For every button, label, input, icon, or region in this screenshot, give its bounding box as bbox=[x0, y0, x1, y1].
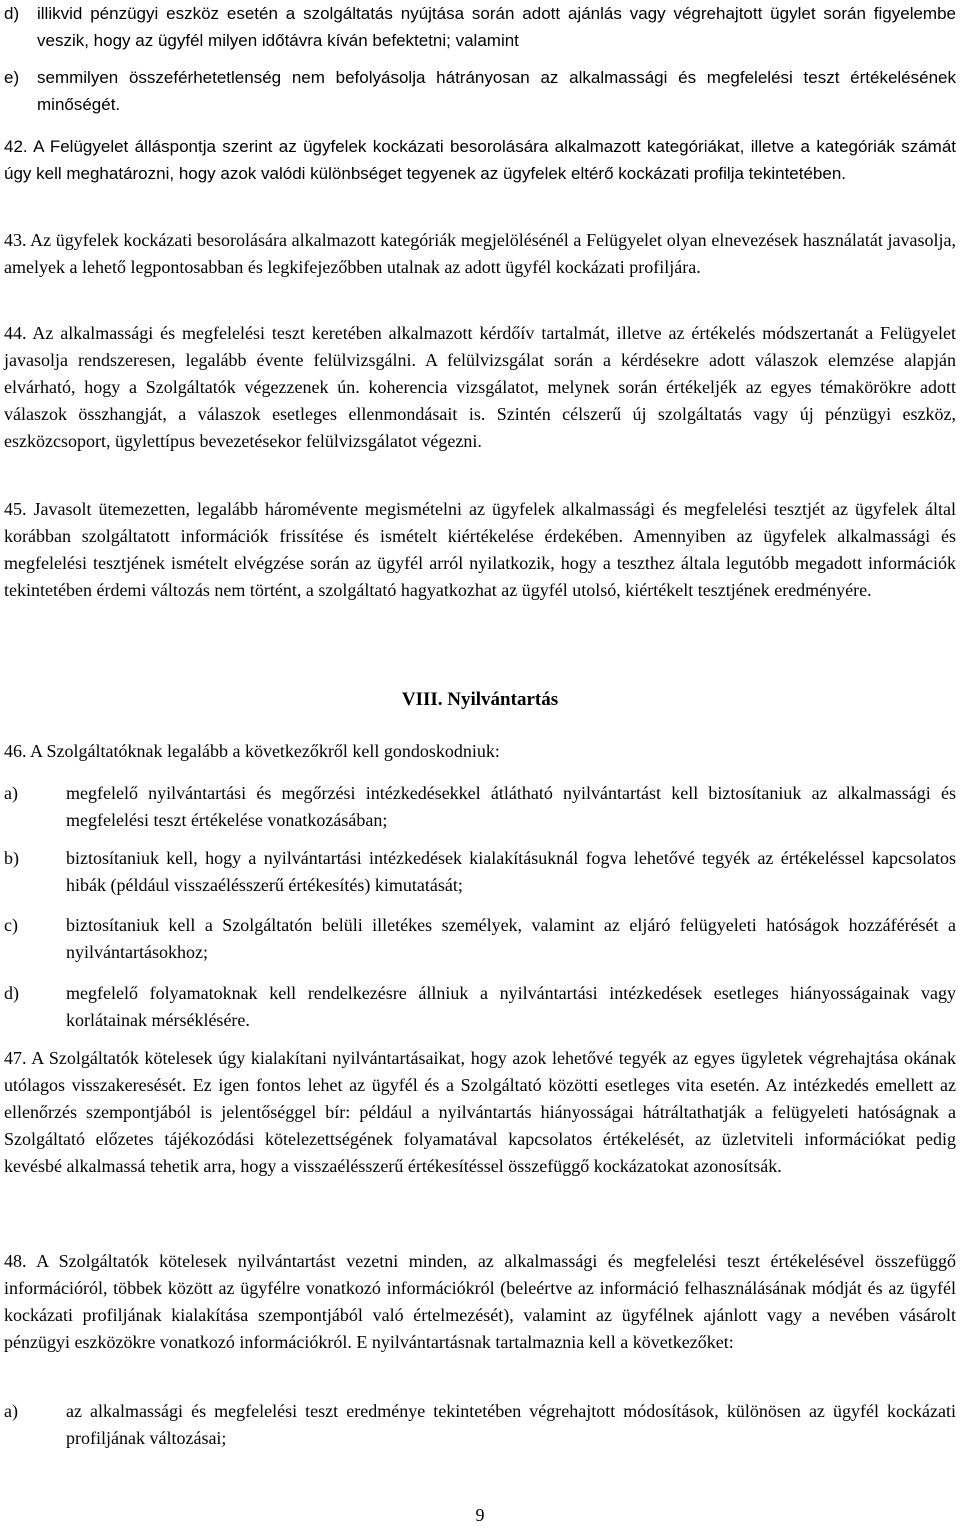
list-item-e-top bbox=[4, 64, 956, 118]
section-heading: VIII. Nyilvántartás bbox=[401, 689, 559, 710]
list-text: megfelelő folyamatoknak kell rendelkezésre állniuk a nyilvántartási intézkedések esetleges hiányosságainak vagy korlátainak mérséklésére. bbox=[66, 983, 956, 1030]
list-text: illikvid pénzügyi eszköz esetén a szolgáltatás nyújtása során adott ajánlás vagy végrehajtott ügylet során figyelembe veszik, hogy az ügyfél milyen időtávra kíván befektetni; valamint bbox=[37, 4, 956, 50]
paragraph-46: 46. A Szolgáltatóknak legalább a következőkről kell gondoskodniuk: bbox=[4, 741, 500, 761]
list-text: biztosítaniuk kell, hogy a nyilvántartási intézkedések kialakításuknál fogva lehetővé tegyék az értékeléssel kapcsolatos hibák (például visszaélésszerű értékesítés) kimutatását; bbox=[66, 848, 956, 895]
list-label: a) bbox=[4, 1401, 18, 1421]
paragraph-45: 45. Javasolt ütemezetten, legalább háromévente megismételni az ügyfelek alkalmassági és megfelelési tesztjét az ügyfelek által korábban szolgáltatott információk frissítése és ismételt kiértékelése érdekében. Amennyiben az ügyfelek alkalmassági és megfelelési tesztjének ismételt elvégzése során az ügyfél arról nyilatkozik, hogy a teszthez általa legutóbb megadott információk tekintetében érdemi változás nem történt, a szolgáltató hagyatkozhat az ügyfél utolsó, kiértékelt tesztjének eredményére. bbox=[4, 499, 956, 600]
list-label: d) bbox=[4, 4, 20, 23]
list-label: e) bbox=[4, 68, 20, 87]
list-label: d) bbox=[4, 983, 19, 1003]
list-label: a) bbox=[4, 783, 18, 803]
list-item-d bbox=[4, 980, 956, 1034]
list-item-48a bbox=[4, 1398, 956, 1452]
list-text: semmilyen összeférhetetlenség nem befolyásolja hátrányosan az alkalmassági és megfelelési teszt értékelésének minőségét. bbox=[37, 68, 956, 114]
list-text: biztosítaniuk kell a Szolgáltatón belüli illetékes személyek, valamint az eljáró felügyeleti hatóságok hozzáférését a nyilvántartásokhoz; bbox=[66, 915, 956, 962]
list-item-c bbox=[4, 912, 956, 966]
paragraph-47: 47. A Szolgáltatók kötelesek úgy kialakítani nyilvántartásaikat, hogy azok lehetővé tegyék az egyes ügyletek végrehajtása okának utólagos visszakeresését. Ez igen fontos lehet az ügyfél és a Szolgáltató közötti esetleges vita esetén. Az intézkedés emellett az ellenőrzés szempontjából is jelentőséggel bír: például a nyilvántartás hiányosságai hátráltathatják a felügyeleti hatóságnak a Szolgáltató előzetes tájékozódási kötelezettségének folyamatával kapcsolatos értékelését, az üzletviteli információkat pedig kevésbé alkalmassá tehetik arra, hogy a visszaélésszerű értékesítéssel összefüggő kockázatokat azonosítsák. bbox=[4, 1048, 956, 1176]
page-number: 9 bbox=[475, 1505, 485, 1525]
list-item-a bbox=[4, 780, 956, 834]
list-text: az alkalmassági és megfelelési teszt eredménye tekintetében végrehajtott módosítások, különösen az ügyfél kockázati profiljának változásai; bbox=[66, 1401, 956, 1448]
paragraph-44: 44. Az alkalmassági és megfelelési teszt keretében alkalmazott kérdőív tartalmát, illetve az értékelés módszertanát a Felügyelet javasolja rendszeresen, legalább évente felülvizsgálni. A felülvizsgálat során a kérdésekre adott válaszok elemzése alapján elvárható, hogy a Szolgáltatók végezzenek ún. koherencia vizsgálatot, melynek során értékeljék az egyes témakörökre adott válaszok összhangját, a válaszok esetleges ellenmondásait is. Szintén célszerű új szolgáltatás vagy új pénzügyi eszköz, eszközcsoport, ügylettípus bevezetésekor felülvizsgálatot végezni. bbox=[4, 323, 956, 451]
list-label: b) bbox=[4, 848, 19, 868]
paragraph-42: 42. A Felügyelet álláspontja szerint az ügyfelek kockázati besorolására alkalmazott kategóriákat, illetve a kategóriák számát úgy kell meghatározni, hogy azok valódi különbséget tegyenek az ügyfelek eltérő kockázati profilja tekintetében. bbox=[4, 137, 956, 183]
list-item-b bbox=[4, 845, 956, 899]
list-text: megfelelő nyilvántartási és megőrzési intézkedésekkel átlátható nyilvántartást kell biztosítaniuk az alkalmassági és megfelelési teszt értékelése vonatkozásában; bbox=[66, 783, 956, 830]
list-item-d-top bbox=[4, 0, 956, 54]
paragraph-48: 48. A Szolgáltatók kötelesek nyilvántartást vezetni minden, az alkalmassági és megfelelési teszt értékelésével összefüggő információról, többek között az ügyfélre vonatkozó információkról (beleértve az információ felhasználásának módját és az ügyfél kockázati profiljának kialakítása szempontjából való értelmezését), valamint az ügyfélnek ajánlott vagy a nevében vásárolt pénzügyi eszközökre vonatkozó információkról. E nyilvántartásnak tartalmaznia kell a következőket: bbox=[4, 1251, 956, 1352]
paragraph-43: 43. Az ügyfelek kockázati besorolására alkalmazott kategóriák megjelölésénél a Felügyelet olyan elnevezések használatát javasolja, amelyek a lehető legpontosabban és legkifejezőbben utalnak az adott ügyfél kockázati profiljára. bbox=[4, 230, 956, 277]
list-label: c) bbox=[4, 915, 18, 935]
